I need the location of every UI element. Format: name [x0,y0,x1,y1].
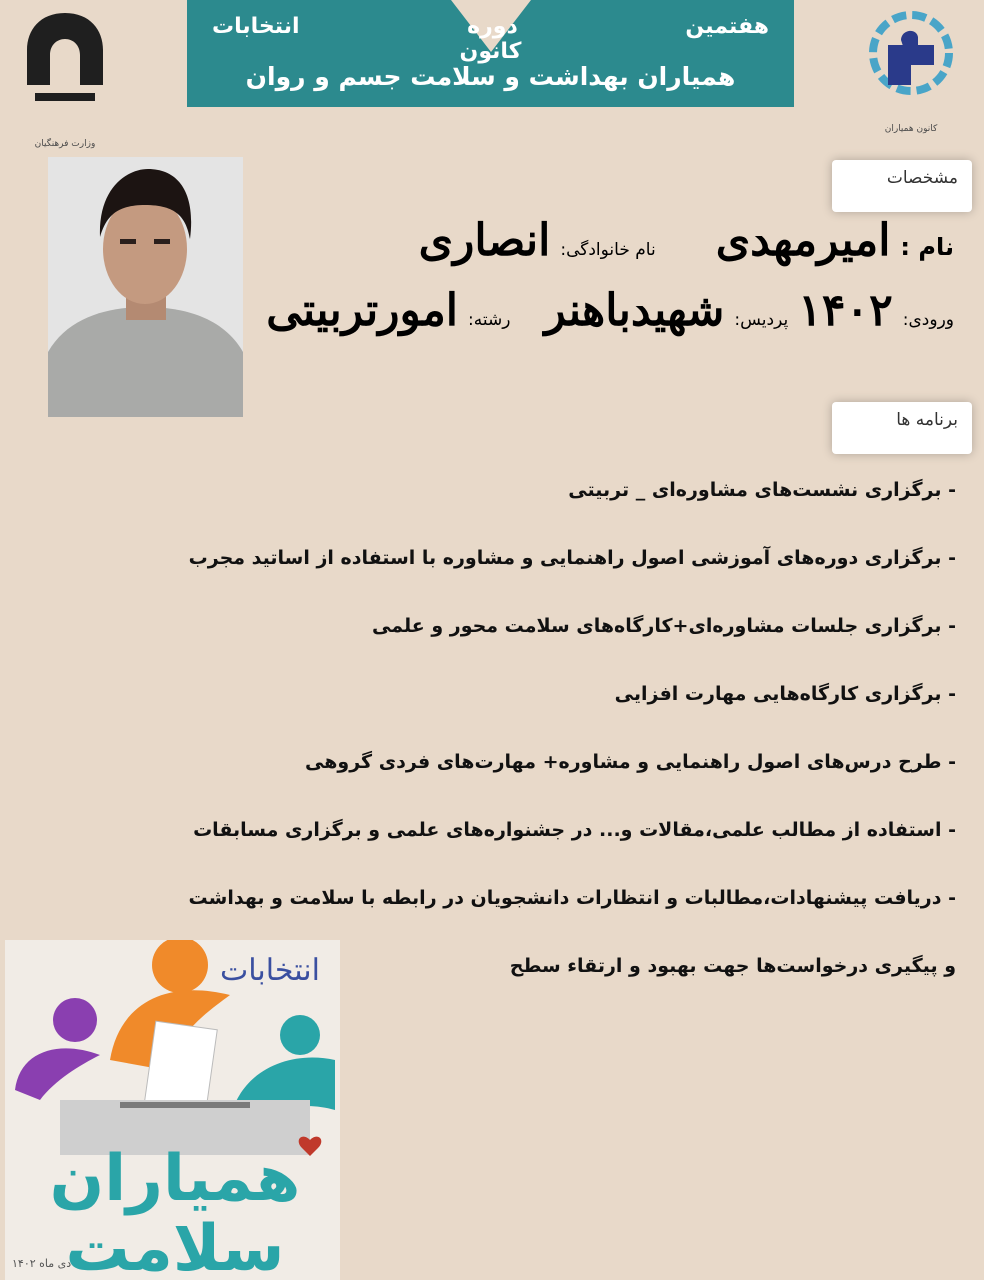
first-name-value: امیرمهدی [715,215,891,266]
programs-label: برنامه ها [832,402,972,454]
campus-value: شهیدباهنر [544,285,725,336]
header-line2: همیاران بهداشت و سلامت جسم و روان [245,62,736,91]
programs-list [116,470,956,986]
entry-label: ورودی: [902,310,954,330]
header-banner [187,0,794,107]
association-logo [856,5,966,135]
association-emblem-icon [856,5,966,105]
candidate-portrait [48,157,243,417]
major-label: رشته: [468,310,511,330]
last-name-label: نام خانوادگی: [560,240,656,260]
poster-art [0,940,345,1280]
name-row [419,215,954,266]
program-item: - برگزاری نشست‌های مشاوره‌ای _ تربیتی [568,479,956,501]
university-logo [5,5,125,150]
poster-word1: همیاران [49,1142,301,1216]
program-item: - برگزاری کارگاه‌هایی مهارت افزایی [614,683,956,705]
poster-word-top: انتخابات [220,953,320,988]
poster-word2: سلامت [65,1212,285,1280]
program-item: و پیگیری درخواست‌ها جهت بهبود و ارتقاء سطح [509,955,956,977]
program-item: - برگزاری جلسات مشاوره‌ای+کارگاه‌های سلامت محور و علمی [372,615,956,637]
campus-label: پردیس: [734,310,789,330]
program-item: - استفاده از مطالب علمی،مقالات و... در جشنواره‌های علمی و برگزاری مسابقات [193,819,956,841]
program-item: - دریافت پیشنهادات،مطالبات و انتظارات دانشجویان در رابطه با سلامت و بهداشت [188,887,956,909]
entry-row [266,285,954,336]
last-name-value: انصاری [418,215,551,266]
program-item: - طرح درس‌های اصول راهنمایی و مشاوره+ مهارت‌های فردی گروهی [305,751,956,773]
candidate-photo [48,157,243,417]
first-name-label: نام : [900,233,954,261]
election-poster [0,940,345,1280]
entry-value: ۱۴۰۲ [798,285,893,336]
header-line1: هفتمین دوره انتخابات کانون [211,14,770,64]
program-item: - برگزاری دوره‌های آموزشی اصول راهنمایی و مشاوره با استفاده از اساتید مجرب [188,547,956,569]
specs-label: مشخصات [832,160,972,212]
major-value: امورتربیتی [266,285,459,336]
left-logo-caption: وزارت فرهنگیان [34,139,96,149]
emblem-icon [5,5,125,110]
poster-date: دی ماه ۱۴۰۲ [12,1257,72,1270]
right-logo-caption: کانون همیاران [884,124,938,134]
